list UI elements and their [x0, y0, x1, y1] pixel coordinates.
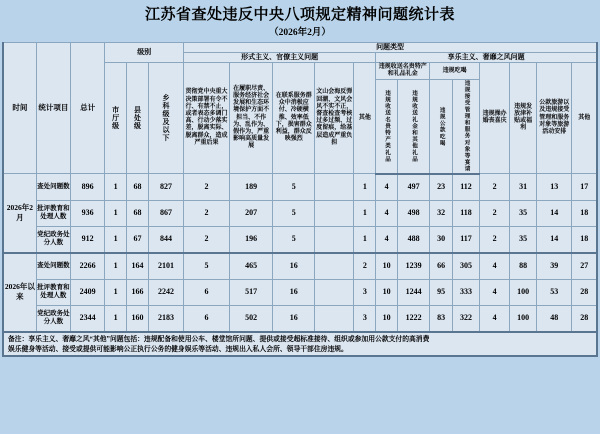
cell-total: 912 [70, 226, 104, 253]
cell-formalism-3 [314, 279, 353, 305]
cell-formalism-0: 6 [184, 279, 230, 305]
header-row-1 [3, 43, 597, 53]
cell-formalism-3 [314, 226, 353, 253]
cell-hedonism-3: 18 [572, 226, 597, 253]
page-title: 江苏省查处违反中央八项规定精神问题统计表 [144, 7, 455, 23]
cell-level-0: 1 [105, 253, 127, 280]
cell-dining-1: 333 [453, 279, 480, 305]
cell-formalism-4: 1 [354, 174, 376, 201]
cell-formalism-1: 502 [229, 305, 273, 332]
cell-gift-1: 497 [398, 174, 430, 201]
cell-level-2: 2242 [148, 279, 183, 305]
table-row [3, 305, 597, 332]
cell-level-0: 1 [105, 200, 127, 226]
cell-total: 2344 [70, 305, 104, 332]
cell-total: 2266 [70, 253, 104, 280]
row-item-label: 批评教育和处理人数 [36, 279, 70, 305]
cell-formalism-1: 207 [229, 200, 273, 226]
cell-level-2: 2101 [148, 253, 183, 280]
cell-hedonism-2: 53 [537, 279, 572, 305]
cell-formalism-0: 5 [184, 253, 230, 280]
cell-hedonism-2: 39 [537, 253, 572, 280]
cell-gift-1: 488 [398, 226, 430, 253]
cell-hedonism-3: 18 [572, 200, 597, 226]
cell-formalism-2: 5 [273, 174, 315, 201]
cell-formalism-3 [314, 253, 353, 280]
cell-hedonism-1: 35 [510, 226, 537, 253]
cell-level-2: 2183 [148, 305, 183, 332]
table-header [3, 43, 597, 174]
cell-hedonism-0: 4 [480, 305, 510, 332]
cell-dining-0: 23 [430, 174, 453, 201]
col-header-formalism-2: 在履职尽责、服务经济社会发展和生态环境保护方面不担当、不作为、乱作为、假作为，严重影响高质量发展 [229, 63, 273, 174]
col-header-gift-specialty: 违规收送名贵特产类礼品 [376, 80, 398, 174]
row-group-time-label: 2026年以来 [3, 253, 36, 332]
cell-hedonism-0: 4 [480, 253, 510, 280]
cell-hedonism-2: 13 [537, 174, 572, 201]
cell-formalism-0: 2 [184, 226, 230, 253]
cell-dining-1: 112 [453, 174, 480, 201]
col-header-formalism-other: 其他 [354, 63, 376, 174]
cell-gift-0: 4 [376, 226, 398, 253]
cell-level-0: 1 [105, 226, 127, 253]
cell-hedonism-2: 48 [537, 305, 572, 332]
cell-level-0: 1 [105, 279, 127, 305]
cell-formalism-3 [314, 174, 353, 201]
cell-hedonism-0: 4 [480, 279, 510, 305]
col-header-dining-banquet: 违规接受管理和服务对象等宴请 [453, 80, 480, 174]
cell-dining-1: 305 [453, 253, 480, 280]
cell-gift-0: 4 [376, 174, 398, 201]
cell-level-1: 67 [127, 226, 149, 253]
row-item-label: 查处问题数 [36, 174, 70, 201]
row-item-label: 党纪政务处分人数 [36, 305, 70, 332]
statistics-table [2, 42, 598, 357]
cell-level-0: 1 [105, 174, 127, 201]
col-header-hedonism-other: 其他 [572, 63, 597, 174]
cell-total: 896 [70, 174, 104, 201]
footnote-line-2: 娱乐健身等活动、接受或提供可能影响公正执行公务的健身娱乐等活动、违规出入私人会所、领导干部住房违规。 [8, 345, 348, 353]
col-header-hedonism-allowance: 违规发放津补贴或福利 [510, 63, 537, 174]
col-header-formalism-group: 形式主义、官僚主义问题 [184, 53, 376, 63]
cell-hedonism-3: 28 [572, 305, 597, 332]
cell-dining-0: 32 [430, 200, 453, 226]
col-header-total: 总计 [70, 43, 104, 174]
cell-formalism-4: 1 [354, 200, 376, 226]
cell-hedonism-0: 2 [480, 174, 510, 201]
cell-total: 2409 [70, 279, 104, 305]
cell-hedonism-1: 31 [510, 174, 537, 201]
cell-total: 936 [70, 200, 104, 226]
cell-dining-1: 322 [453, 305, 480, 332]
col-header-formalism-1: 贯彻党中央重大决策部署有令不行、有禁不止，或者表态多调门高、行动少落实差，脱离实际、脱离群众，造成严重后果 [184, 63, 230, 174]
cell-hedonism-3: 28 [572, 279, 597, 305]
cell-level-1: 160 [127, 305, 149, 332]
cell-hedonism-2: 14 [537, 200, 572, 226]
cell-formalism-2: 16 [273, 279, 315, 305]
col-header-level-group: 级别 [105, 43, 184, 63]
cell-gift-0: 10 [376, 253, 398, 280]
cell-gift-1: 1239 [398, 253, 430, 280]
cell-level-2: 844 [148, 226, 183, 253]
col-header-time: 时间 [3, 43, 36, 174]
cell-hedonism-1: 100 [510, 279, 537, 305]
cell-formalism-2: 16 [273, 253, 315, 280]
cell-formalism-3 [314, 305, 353, 332]
title-block [0, 0, 600, 40]
cell-formalism-3 [314, 200, 353, 226]
cell-gift-1: 1244 [398, 279, 430, 305]
col-header-formalism-4: 文山会海反弹回潮，文风会风不实不正，督查检查考核过多过频、过度留痕，给基层造成严重负担 [314, 63, 353, 174]
cell-dining-0: 83 [430, 305, 453, 332]
col-header-level-township: 乡科级及以下 [148, 63, 183, 174]
footnote-row [3, 332, 597, 356]
cell-level-2: 827 [148, 174, 183, 201]
cell-hedonism-2: 14 [537, 226, 572, 253]
cell-level-1: 164 [127, 253, 149, 280]
col-header-dining-group: 违规吃喝 [430, 63, 480, 80]
cell-formalism-0: 6 [184, 305, 230, 332]
col-header-formalism-3: 在联系服务群众中消极应付、冷硬横推、效率低下，损害群众利益，群众反映强烈 [273, 63, 315, 174]
cell-level-2: 867 [148, 200, 183, 226]
cell-dining-1: 117 [453, 226, 480, 253]
cell-hedonism-0: 2 [480, 226, 510, 253]
cell-dining-1: 118 [453, 200, 480, 226]
cell-gift-1: 1222 [398, 305, 430, 332]
table-row [3, 174, 597, 201]
cell-formalism-4: 3 [354, 305, 376, 332]
table-body [3, 174, 597, 332]
cell-hedonism-1: 100 [510, 305, 537, 332]
cell-formalism-4: 2 [354, 253, 376, 280]
cell-dining-0: 30 [430, 226, 453, 253]
col-header-hedonism-group: 享乐主义、奢靡之风问题 [376, 53, 597, 63]
col-header-problem-type: 问题类型 [184, 43, 597, 53]
cell-gift-0: 4 [376, 200, 398, 226]
col-header-level-county: 县处级 [127, 63, 149, 174]
cell-formalism-2: 5 [273, 200, 315, 226]
table-footer [3, 332, 597, 356]
col-header-level-city: 市厅级 [105, 63, 127, 174]
row-item-label: 党纪政务处分人数 [36, 226, 70, 253]
cell-hedonism-3: 27 [572, 253, 597, 280]
cell-formalism-1: 517 [229, 279, 273, 305]
col-header-item: 统计项目 [36, 43, 70, 174]
cell-formalism-4: 1 [354, 226, 376, 253]
col-header-gift-money: 违规收送礼金和其他礼品 [398, 80, 430, 174]
table-row [3, 226, 597, 253]
cell-formalism-1: 196 [229, 226, 273, 253]
cell-gift-0: 10 [376, 279, 398, 305]
cell-formalism-2: 16 [273, 305, 315, 332]
cell-formalism-1: 465 [229, 253, 273, 280]
cell-level-1: 68 [127, 200, 149, 226]
col-header-dining-public: 违规公款吃喝 [430, 80, 453, 174]
footnote [3, 332, 597, 356]
col-header-gift-group: 违规收送名贵特产和礼品礼金 [376, 63, 430, 80]
page-subtitle: （2026年2月） [269, 28, 331, 38]
cell-level-1: 166 [127, 279, 149, 305]
table-row [3, 253, 597, 280]
cell-level-1: 68 [127, 174, 149, 201]
row-item-label: 批评教育和处理人数 [36, 200, 70, 226]
cell-formalism-0: 2 [184, 174, 230, 201]
cell-gift-1: 498 [398, 200, 430, 226]
footnote-line-1: 备注：享乐主义、奢靡之风“其他”问题包括：违规配备和使用公车、楼堂馆所问题、提供或接受超标准接待、组织或参加用公款支付的高消费 [8, 335, 430, 343]
table-row [3, 200, 597, 226]
cell-hedonism-3: 17 [572, 174, 597, 201]
cell-hedonism-0: 2 [480, 200, 510, 226]
cell-formalism-4: 3 [354, 279, 376, 305]
cell-formalism-1: 189 [229, 174, 273, 201]
col-header-hedonism-wedding: 违规操办婚丧喜庆 [480, 63, 510, 174]
cell-dining-0: 66 [430, 253, 453, 280]
row-item-label: 查处问题数 [36, 253, 70, 280]
row-group-time-label: 2026年2月 [3, 174, 36, 253]
cell-level-0: 1 [105, 305, 127, 332]
cell-hedonism-1: 35 [510, 200, 537, 226]
table-row [3, 279, 597, 305]
cell-gift-0: 10 [376, 305, 398, 332]
cell-formalism-0: 2 [184, 200, 230, 226]
cell-hedonism-1: 88 [510, 253, 537, 280]
cell-formalism-2: 5 [273, 226, 315, 253]
col-header-hedonism-travel: 公款旅游以及违规接受管理和服务对象等旅游活动安排 [537, 63, 572, 174]
cell-dining-0: 95 [430, 279, 453, 305]
